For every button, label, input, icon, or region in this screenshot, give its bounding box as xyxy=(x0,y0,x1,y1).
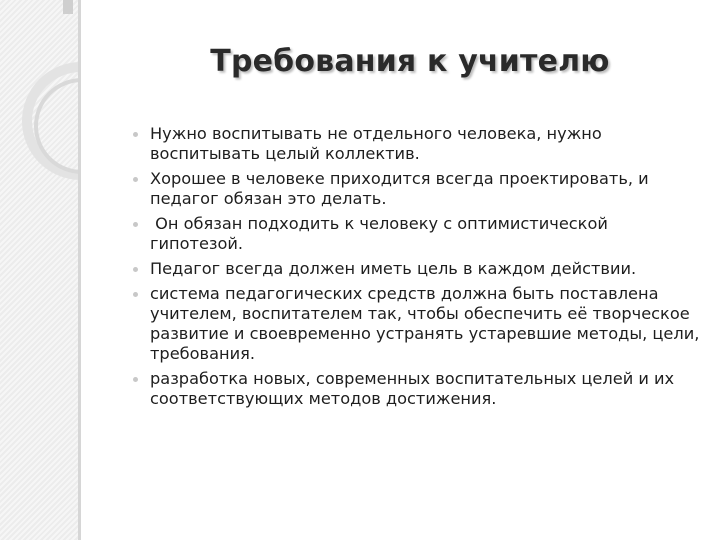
list-item xyxy=(133,169,703,209)
strip-divider xyxy=(78,0,81,540)
decorative-bar xyxy=(63,0,73,14)
bullet-dot-icon xyxy=(133,292,138,297)
bullet-dot-icon xyxy=(133,377,138,382)
list-item xyxy=(133,214,703,254)
bullet-dot-icon xyxy=(133,222,138,227)
slide-title: Требования к учителю xyxy=(210,44,610,79)
bullet-dot-icon xyxy=(133,267,138,272)
list-item xyxy=(133,259,703,279)
bullet-text: Нужно воспитывать не отдельного человека, нужно воспитывать целый коллектив. xyxy=(150,124,602,163)
bullet-text: разработка новых, современных воспитательных целей и их соответствующих методов достижения. xyxy=(150,369,675,408)
bullet-dot-icon xyxy=(133,132,138,137)
list-item xyxy=(133,369,703,409)
list-item xyxy=(133,124,703,164)
bullet-text: Педагог всегда должен иметь цель в каждом действии. xyxy=(150,259,637,278)
bullet-text: Он обязан подходить к человеку с оптимистической гипотезой. xyxy=(150,214,614,253)
bullet-text: система педагогических средств должна быть поставлена учителем, воспитателем так, чтобы обеспечить её творческое развитие и своевременно устранять устаревшие методы, цели, требования. xyxy=(150,284,700,363)
bullet-text: Хорошее в человеке приходится всегда проектировать, и педагог обязан это делать. xyxy=(150,169,649,208)
bullet-dot-icon xyxy=(133,177,138,182)
list-item xyxy=(133,284,703,364)
bullet-list xyxy=(133,124,703,414)
